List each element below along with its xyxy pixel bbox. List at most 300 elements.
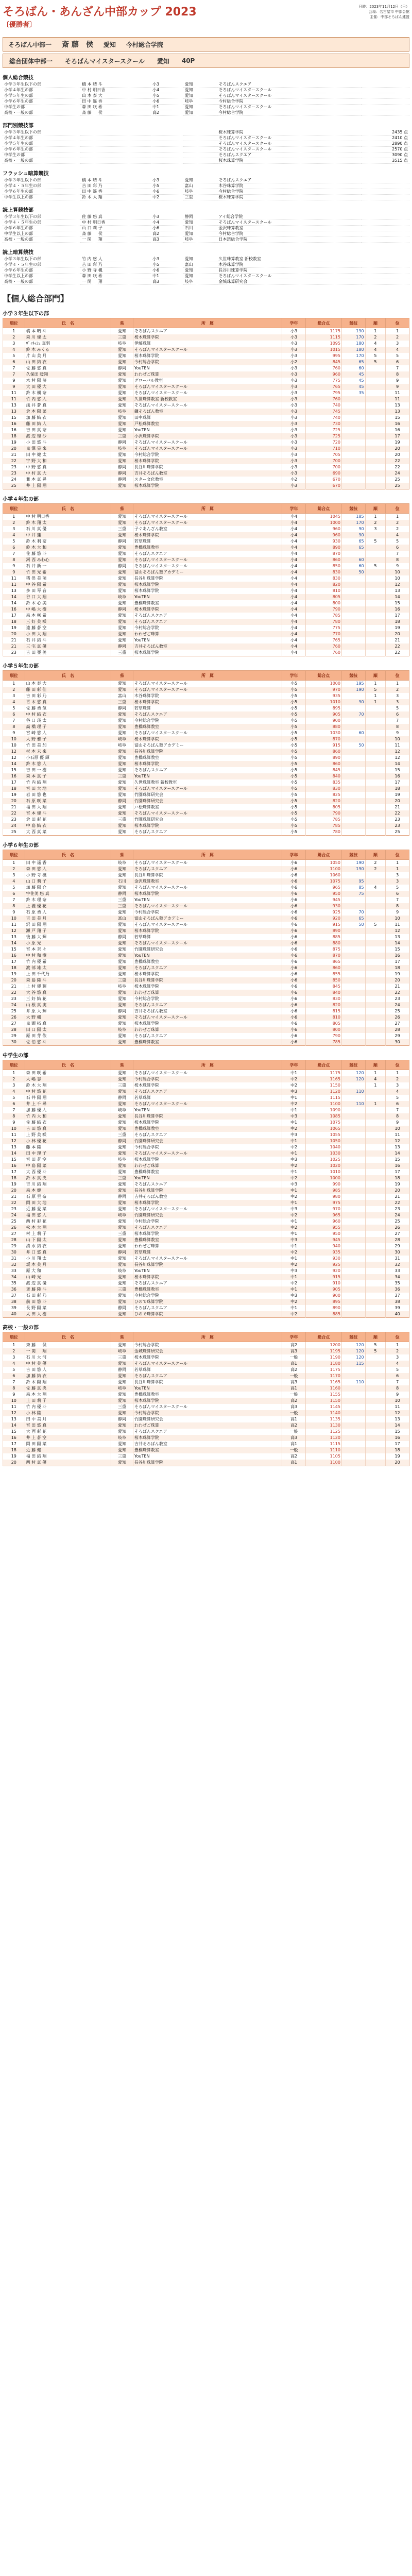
row-event-score (341, 940, 365, 946)
row-rank: 23 (3, 1206, 25, 1212)
row-name: 藤 田 彩 佳 (25, 687, 111, 693)
row-club: 久世珠算教室 新校教室 (133, 779, 282, 786)
row-club: 戸松珠算教室 (133, 421, 282, 427)
row-total: 1025 (305, 1157, 341, 1163)
row-event-score (341, 1385, 365, 1392)
row-grade: 中3 (282, 1268, 306, 1274)
row-pref: 愛知 (111, 1188, 133, 1194)
ranking-row (3, 928, 409, 934)
row-club: 竹園珠算研究会 (133, 1138, 282, 1144)
row-club: わわぜご珠算 (133, 990, 282, 996)
row-name: 森 島 陸 斗 (25, 977, 111, 984)
row-place: 22 (386, 458, 409, 464)
row-total: 960 (305, 526, 341, 532)
row-grade: 小4 (282, 606, 306, 613)
row-event-score: 170 (341, 334, 365, 341)
row-rank: 4 (3, 1089, 25, 1095)
row-name: 鈴 木 大 翔 (25, 1082, 111, 1089)
row-event-score (341, 959, 365, 965)
row-total: 1050 (305, 860, 341, 867)
row-club: 富山そろばん塾アカデミー (133, 742, 282, 749)
row-club: 今村総合学院 (133, 452, 282, 458)
award-rank: 小学５年生の部 (3, 141, 80, 147)
row-rank: 14 (3, 761, 25, 767)
row-rank: 15 (3, 946, 25, 953)
row-rank: 17 (3, 959, 25, 965)
row-total: 870 (305, 953, 341, 959)
award-score (361, 183, 409, 189)
row-rank: 21 (3, 637, 25, 643)
row-event-score (341, 396, 365, 402)
award-score (361, 226, 409, 231)
row-event-score (341, 705, 365, 711)
meta-line: 主催：中部そろばん連盟 (370, 15, 409, 19)
row-name: 杉 本 未 来 (25, 749, 111, 755)
row-total: 805 (305, 594, 341, 600)
row-place: 26 (386, 1225, 409, 1231)
row-event-rank (365, 1107, 386, 1113)
row-rank: 25 (3, 829, 25, 836)
row-pref: 愛知 (111, 1033, 133, 1039)
ranking-row (3, 959, 409, 965)
row-event-score (341, 965, 365, 971)
row-grade: 中3 (282, 1157, 306, 1163)
row-grade: 小5 (282, 718, 306, 724)
row-event-score (341, 1256, 365, 1262)
row-event-rank (365, 569, 386, 575)
row-place: 7 (386, 551, 409, 557)
row-name: 宮 田 大 地 (25, 786, 111, 792)
ranking-row (3, 1039, 409, 1046)
row-event-rank (365, 452, 386, 458)
row-event-rank (365, 755, 386, 761)
header-club: 所 属 (133, 1060, 282, 1070)
row-total: 820 (305, 798, 341, 804)
ranking-row (3, 903, 409, 909)
header-rank: 順位 (3, 1332, 25, 1342)
row-event-rank: 5 (365, 687, 386, 693)
award-pref: 石川 (183, 226, 217, 231)
row-place: 11 (386, 1132, 409, 1138)
award-club: アイ総合学院 (217, 214, 360, 220)
ranking-header-row (3, 671, 409, 681)
row-event-score: 65 (341, 916, 365, 922)
row-rank: 14 (3, 1150, 25, 1157)
row-rank: 7 (3, 551, 25, 557)
row-grade: 小3 (282, 439, 306, 446)
row-total: 810 (305, 1014, 341, 1021)
row-event-rank (365, 1404, 386, 1410)
row-rank: 24 (3, 1002, 25, 1008)
row-rank: 15 (3, 1429, 25, 1435)
row-event-rank (365, 718, 386, 724)
row-grade: 小5 (282, 810, 306, 817)
row-rank: 19 (3, 1453, 25, 1460)
row-grade: 小5 (282, 699, 306, 705)
row-club: そろばんスクエア (133, 613, 282, 619)
row-club: 吉井そろばん教室 (133, 470, 282, 477)
award-rank: 中学生以上の部 (3, 231, 80, 237)
row-place: 37 (386, 1293, 409, 1299)
award-row (3, 195, 409, 200)
row-event-rank: 4 (365, 347, 386, 353)
row-event-score (341, 551, 365, 557)
champion-box (3, 37, 409, 52)
row-name: 竹 内 結 翔 (25, 779, 111, 786)
row-rank: 33 (3, 1268, 25, 1274)
award-row (3, 135, 409, 141)
row-pref: 富山 (111, 916, 133, 922)
row-name: 大 野 雅 子 (25, 736, 111, 742)
row-place: 6 (386, 891, 409, 897)
row-name: 太 田 大 樹 (25, 1311, 111, 1318)
row-total: 700 (305, 458, 341, 464)
row-place: 8 (386, 1385, 409, 1392)
row-place: 4 (386, 532, 409, 538)
row-place: 5 (386, 705, 409, 711)
row-name: 宇佐美 悠 真 (25, 891, 111, 897)
row-place: 18 (386, 965, 409, 971)
row-event-rank: 5 (365, 922, 386, 928)
row-place: 19 (386, 971, 409, 977)
row-event-score (341, 409, 365, 415)
row-event-score (341, 415, 365, 421)
row-event-rank (365, 1447, 386, 1453)
row-total: 785 (305, 613, 341, 619)
row-event-rank (365, 1441, 386, 1447)
row-rank: 18 (3, 619, 25, 625)
row-event-rank (365, 1373, 386, 1379)
row-total: 1180 (305, 1361, 341, 1367)
row-club: そろばんマイスタースクール (133, 1150, 282, 1157)
row-total: 830 (305, 569, 341, 575)
row-name: 石 原 勇 人 (25, 909, 111, 916)
ranking-table (3, 1060, 409, 1318)
header-total: 総合点 (305, 1060, 341, 1070)
row-place: 11 (386, 1404, 409, 1410)
row-event-rank (365, 1249, 386, 1256)
row-name: 山 田 結 衣 (25, 359, 111, 365)
row-club: 豊橋珠算教室 (133, 600, 282, 606)
award-name: 田 中 遥 香 (80, 189, 151, 195)
ranking-row (3, 990, 409, 996)
row-grade: 小6 (282, 959, 306, 965)
row-event-score (341, 1107, 365, 1113)
award-row (3, 88, 409, 93)
row-club: YouTEN (133, 773, 282, 779)
award-pref: 愛知 (183, 110, 217, 116)
row-event-rank (365, 1256, 386, 1262)
ranking-row (3, 464, 409, 470)
row-grade: 中1 (282, 1200, 306, 1206)
ranking-row (3, 984, 409, 990)
row-event-score (341, 767, 365, 773)
row-pref: 愛知 (111, 1256, 133, 1262)
row-rank: 9 (3, 909, 25, 916)
ranking-row (3, 439, 409, 446)
row-event-score: 180 (341, 341, 365, 347)
award-pref: 岐阜 (183, 237, 217, 243)
row-pref: 愛知 (111, 687, 133, 693)
row-pref: 愛知 (111, 1021, 133, 1027)
row-event-score: 170 (341, 353, 365, 359)
row-name: 田 口 陽 太 (25, 1027, 111, 1033)
row-name: 原 大 和 (25, 1268, 111, 1274)
ranking-row (3, 699, 409, 705)
ranking-table (3, 318, 409, 489)
award-name: 中 村 明日香 (80, 220, 151, 226)
row-pref: 三重 (111, 526, 133, 532)
row-event-rank (365, 1033, 386, 1039)
row-grade: 小4 (282, 650, 306, 656)
ranking-row (3, 1194, 409, 1200)
header-name: 氏 名 (25, 1060, 111, 1070)
row-grade: 小6 (282, 940, 306, 946)
ranking-row (3, 1101, 409, 1107)
row-rank: 30 (3, 1039, 25, 1046)
row-event-score: 50 (341, 742, 365, 749)
row-grade: 小5 (282, 681, 306, 687)
award-score (361, 237, 409, 243)
row-grade: 小6 (282, 860, 306, 867)
row-event-rank (365, 749, 386, 755)
row-grade: 小4 (282, 637, 306, 643)
row-total: 960 (305, 1218, 341, 1225)
row-name: 後 藤 大 輝 (25, 934, 111, 940)
row-event-score (341, 433, 365, 439)
row-place: 12 (386, 1138, 409, 1144)
row-club: そろばんスクエア (133, 1280, 282, 1286)
award-name (80, 135, 151, 141)
row-event-score (341, 458, 365, 464)
row-pref: 岐阜 (111, 341, 133, 347)
row-event-rank (365, 1305, 386, 1311)
row-event-score: 90 (341, 532, 365, 538)
row-name: 宮 本 優 斗 (25, 810, 111, 817)
row-event-rank (365, 1280, 386, 1286)
award-club: 桜木珠算学院 (217, 195, 360, 200)
row-place: 17 (386, 1441, 409, 1447)
award-row (3, 189, 409, 195)
row-place: 5 (386, 885, 409, 891)
row-club: YouTEN (133, 365, 282, 371)
row-event-score (341, 1429, 365, 1435)
row-event-rank (365, 643, 386, 650)
row-event-score (341, 477, 365, 483)
row-place: 38 (386, 1299, 409, 1305)
row-rank: 20 (3, 631, 25, 637)
ranking-row (3, 1120, 409, 1126)
row-event-score (341, 798, 365, 804)
award-score: 3515 点 (361, 158, 409, 164)
row-place: 28 (386, 1027, 409, 1033)
row-pref: 愛知 (111, 402, 133, 409)
award-pref (183, 141, 217, 147)
row-event-score (341, 779, 365, 786)
row-event-rank: 2 (365, 860, 386, 867)
row-place: 10 (386, 1398, 409, 1404)
ranking-row (3, 779, 409, 786)
row-total: 960 (305, 532, 341, 538)
row-rank: 5 (3, 1095, 25, 1101)
award-pref: 愛知 (183, 93, 217, 99)
row-event-score: 170 (341, 520, 365, 526)
row-grade: 中2 (282, 1225, 306, 1231)
row-club: 若草珠算 (133, 1367, 282, 1373)
row-total: 830 (305, 786, 341, 792)
row-event-score (341, 761, 365, 767)
row-event-score (341, 1416, 365, 1422)
row-event-rank (365, 798, 386, 804)
row-grade: 小5 (282, 705, 306, 711)
row-pref: 静岡 (111, 1008, 133, 1014)
row-grade: 中1 (282, 1286, 306, 1293)
row-name: 佐 藤 勇 気 (25, 705, 111, 711)
award-table (3, 257, 409, 285)
ranking-row (3, 1392, 409, 1398)
header-club: 所 属 (133, 318, 282, 328)
row-club: 今村総合学院 (133, 996, 282, 1002)
award-club: 金沢珠算教室 (217, 226, 360, 231)
row-event-rank (365, 1138, 386, 1144)
award-grade: 小6 (151, 189, 183, 195)
row-pref: 愛知 (111, 909, 133, 916)
award-rank: 小学６年生の部 (3, 226, 80, 231)
row-place: 16 (386, 773, 409, 779)
ranking-table (3, 1332, 409, 1466)
row-pref: 愛知 (111, 458, 133, 464)
ranking-row (3, 1348, 409, 1354)
row-name: 大 谷 悠 真 (25, 990, 111, 996)
ranking-row (3, 1218, 409, 1225)
row-event-rank (365, 421, 386, 427)
row-event-score (341, 1014, 365, 1021)
row-total: 835 (305, 779, 341, 786)
row-place: 7 (386, 365, 409, 371)
award-club: そろばんスクエア (217, 152, 360, 158)
row-pref: 愛知 (111, 384, 133, 390)
row-event-rank (365, 390, 386, 396)
award-row (3, 214, 409, 220)
award-rank: 小学４年生の部 (3, 135, 80, 141)
ranking-row (3, 557, 409, 563)
row-rank: 2 (3, 520, 25, 526)
team-club: そろばんマイスタースクール (65, 57, 145, 65)
ranking-header-row (3, 1060, 409, 1070)
award-grade: 高3 (151, 237, 183, 243)
row-event-score (341, 996, 365, 1002)
row-place: 2 (386, 1348, 409, 1354)
row-grade: 小6 (282, 1002, 306, 1008)
row-name: 山 根 真 実 (25, 1002, 111, 1008)
row-place: 18 (386, 619, 409, 625)
row-grade: 高1 (282, 1441, 306, 1447)
row-grade: 小5 (282, 823, 306, 829)
row-pref: 岐阜 (111, 594, 133, 600)
row-pref: 愛知 (111, 1218, 133, 1225)
award-grade: 小6 (151, 268, 183, 274)
row-total: 785 (305, 823, 341, 829)
row-pref: 愛知 (111, 1101, 133, 1107)
row-rank: 27 (3, 1231, 25, 1237)
row-grade: 小4 (282, 569, 306, 575)
row-event-rank (365, 551, 386, 557)
row-pref: 愛知 (111, 1299, 133, 1305)
row-event-rank (365, 594, 386, 600)
row-club: 桜木珠算学院 (133, 971, 282, 977)
row-pref: 愛知 (111, 1002, 133, 1008)
row-club: そろばんマイスタースクール (133, 390, 282, 396)
row-event-rank (365, 1008, 386, 1014)
row-rank: 13 (3, 934, 25, 940)
ranking-row (3, 514, 409, 520)
row-rank: 19 (3, 1181, 25, 1188)
award-row (3, 141, 409, 147)
award-grade: 小5 (151, 93, 183, 99)
row-club: 桜木珠算学院 (133, 1231, 282, 1237)
row-total: 700 (305, 464, 341, 470)
row-event-score (341, 575, 365, 582)
row-club: 桜木珠算学院 (133, 1200, 282, 1206)
header-r2: 位 (386, 671, 409, 681)
row-rank: 2 (3, 1076, 25, 1082)
row-total: 1100 (305, 1101, 341, 1107)
award-name (80, 147, 151, 152)
row-event-rank (365, 711, 386, 718)
row-name: 森 本 咲 希 (25, 613, 111, 619)
row-rank: 24 (3, 1212, 25, 1218)
ranking-row (3, 625, 409, 631)
row-place: 10 (386, 1126, 409, 1132)
row-place: 3 (386, 699, 409, 705)
row-total: 920 (305, 916, 341, 922)
row-club: 桜木珠算学院 (133, 699, 282, 705)
row-event-rank: 2 (365, 866, 386, 872)
row-name: 瀬 戸 翔 子 (25, 928, 111, 934)
row-event-rank (365, 965, 386, 971)
row-grade: 高2 (282, 1342, 306, 1349)
award-pref: 三重 (183, 195, 217, 200)
row-total: 805 (305, 1021, 341, 1027)
row-name: 鬼 澤 星 來 (25, 446, 111, 452)
row-rank: 4 (3, 532, 25, 538)
row-pref: 愛知 (111, 1441, 133, 1447)
ranking-row (3, 1447, 409, 1453)
row-place: 1 (386, 1070, 409, 1077)
row-total: 935 (305, 693, 341, 699)
row-total: 1175 (305, 1070, 341, 1077)
ranking-row (3, 606, 409, 613)
row-pref: 静岡 (111, 477, 133, 483)
row-event-score (341, 823, 365, 829)
row-name: 宮 崎 悠 人 (25, 730, 111, 736)
row-place: 13 (386, 934, 409, 940)
row-total: 885 (305, 1311, 341, 1318)
row-club: 子ぐあんざん教室 (133, 526, 282, 532)
ranking-row (3, 1014, 409, 1021)
row-club: 豊橋珠算教室 (133, 1169, 282, 1175)
row-name: 森 川 優 太 (25, 334, 111, 341)
row-rank: 19 (3, 439, 25, 446)
row-total: 1020 (305, 1163, 341, 1169)
row-club: 豊橋珠算教室 (133, 724, 282, 730)
award-rank: 小学３年生以下の部 (3, 130, 80, 135)
award-grade: 小6 (151, 226, 183, 231)
header-r2: 位 (386, 1060, 409, 1070)
row-rank: 15 (3, 1157, 25, 1163)
row-club: そろばんマイスタースクール (133, 520, 282, 526)
award-rank: 中学生以上の部 (3, 274, 80, 279)
